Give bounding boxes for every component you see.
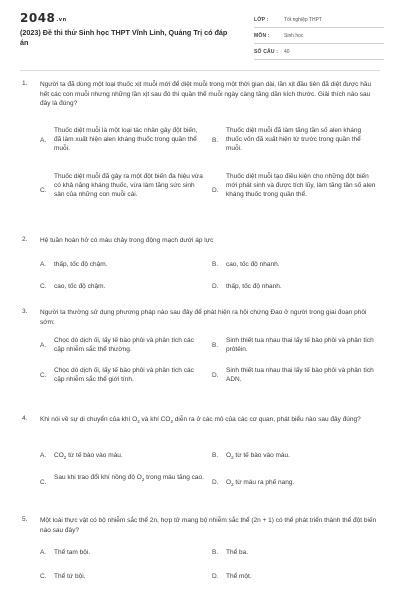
subscript: 2 (231, 454, 234, 460)
option-letter: C. (40, 283, 47, 290)
option-text: Thể tam bội. (54, 549, 91, 556)
text-fragment: trong máu tăng cao. (144, 474, 204, 481)
site-logo[interactable] (20, 11, 67, 25)
subscript: 2 (141, 476, 145, 482)
subscript: 2 (63, 454, 67, 460)
meta-row-class (254, 14, 384, 28)
meta-key: SỐ CÂU : (254, 49, 279, 55)
option-text: thấp, tốc độ nhanh. (226, 283, 282, 290)
option-letter: C. (40, 372, 47, 379)
option-text: Thuốc diệt muỗi là một loại tác nhân gây đột biến, đã làm xuất hiện alen kháng thuốc trong quần thể muỗi. (54, 127, 198, 153)
option-letter: D. (212, 283, 219, 290)
option-letter: D. (212, 372, 219, 379)
text-fragment: CO (54, 452, 64, 459)
option-letter: D. (212, 479, 219, 486)
text-fragment: từ tế bào vào máu. (233, 452, 290, 459)
option-letter: B. (212, 452, 219, 459)
option-text: Thể tứ bội. (54, 573, 86, 580)
question-number: 3. (22, 308, 28, 315)
option-text: Sinh thiết tua nhau thai lấy tế bào phôi và phân tích prôtêin. (226, 337, 374, 354)
question-number: 1. (22, 80, 28, 87)
meta-value: Sinh học (284, 33, 304, 39)
document-header (0, 0, 400, 64)
option-letter: C. (40, 187, 47, 194)
option-letter: D. (212, 187, 219, 194)
option-text: cao, tốc độ nhanh. (226, 261, 280, 268)
text-fragment: từ tế bào vào máu. (66, 452, 123, 459)
meta-row-subject (254, 30, 384, 44)
question-text (40, 415, 380, 425)
option-text: Chọc dò dịch ối, lấy tế bào phôi và phân tích các cặp nhiễm sắc thể thường. (54, 337, 194, 354)
text-fragment: từ máu ra phế nang. (233, 479, 295, 486)
option-text: Thuốc diệt muỗi tạo điều kiện cho những đột biến mới phát sinh và được tích lũy, làm tăng tần số alen kháng thuốc trong quần thể. (226, 173, 376, 199)
option-text: Chọc dò dịch ối, lấy tế bào phôi và phân tích các cặp nhiễm sắc thể giới tính. (54, 367, 194, 384)
option-text: Thể một. (226, 573, 252, 580)
question-text: Người ta đã dùng một loại thuốc xịt muỗi mới để diệt muỗi trong một thời gian dài, lần xịt đầu tiên đã diệt được hầu hết các con muỗi nhưng những lần xịt sau đó thì quần thể muỗi ngày càng tăng dần kích thước. Giải thích nào sau đây là đúng? (40, 81, 372, 107)
question-text: Một loài thực vật có bộ nhiễm sắc thể 2n, hợp tử mang bộ nhiễm sắc thể (2n + 1) có thể phát triển thành thể đột biến nào sau đây? (40, 517, 377, 534)
subscript: 2 (170, 418, 173, 424)
option-text: cao, tốc độ chậm. (54, 283, 106, 290)
option-text: Thuốc diệt muỗi đã gây ra một đột biến đa hiệu vừa có khả năng kháng thuốc, vừa làm tăng sức sinh sản của những con muỗi cái. (54, 173, 203, 199)
exam-meta (254, 14, 384, 62)
question-text: Hệ tuần hoàn hở có máu chảy trong động mạch dưới áp lực (40, 237, 214, 244)
meta-row-count (254, 46, 384, 60)
option-text: thấp, tốc độ chậm. (54, 261, 108, 268)
option-letter: C. (40, 573, 47, 580)
option-text (226, 451, 376, 460)
option-letter: A. (40, 342, 47, 349)
page-title: (2023) Đề thi thử Sinh học THPT Vĩnh Linh, Quảng Trị có đáp án (20, 28, 228, 47)
option-letter: A. (40, 452, 47, 459)
option-letter: B. (212, 549, 219, 556)
question-number: 4. (22, 415, 28, 422)
option-text: Thuốc diệt muỗi đã làm tăng tần số alen kháng thuốc vốn đã xuất hiện từ trước trong quần thể muỗi. (226, 127, 362, 153)
meta-value: 40 (284, 49, 290, 55)
text-fragment: O (226, 452, 232, 459)
option-letter: A. (40, 137, 47, 144)
option-text (54, 451, 204, 460)
brand-name: 2048 (20, 11, 56, 25)
option-letter: A. (40, 549, 47, 556)
option-text: Sinh thiết tua nhau thai lấy tế bào phôi và phân tích ADN. (226, 367, 374, 384)
text-fragment: Khi nói về sự di chuyển của khí O (40, 416, 138, 423)
question-text: Người ta thường sử dụng phương pháp nào sau đây để phát hiện ra hội chứng Đao ở người trong giai đoạn phôi sớm: (40, 309, 367, 326)
option-text (226, 478, 376, 487)
question-number: 2. (22, 236, 28, 243)
text-fragment: diễn ra ở các mô của các cơ quan, phát biểu nào sau đây đúng? (172, 416, 361, 423)
meta-key: LỚP : (254, 17, 269, 23)
meta-value: Tốt nghiệp THPT (284, 17, 322, 23)
subscript: 2 (231, 481, 234, 487)
option-letter: D. (212, 573, 219, 580)
subscript: 2 (137, 418, 140, 424)
text-fragment: Sau khi trao đổi khí nồng độ O (54, 474, 142, 481)
text-fragment: O (226, 479, 232, 486)
question-number: 5. (22, 516, 28, 523)
option-letter: A. (40, 261, 47, 268)
option-letter: B. (212, 342, 219, 349)
meta-key: MÔN : (254, 33, 270, 39)
option-letter: B. (212, 261, 219, 268)
option-letter: B. (212, 137, 219, 144)
option-text: Thể ba. (226, 549, 249, 556)
option-letter: C. (40, 479, 47, 486)
header-divider (20, 70, 380, 71)
option-text (54, 473, 204, 482)
brand-suffix: .vn (56, 17, 67, 23)
text-fragment: và khí CO (139, 416, 171, 423)
